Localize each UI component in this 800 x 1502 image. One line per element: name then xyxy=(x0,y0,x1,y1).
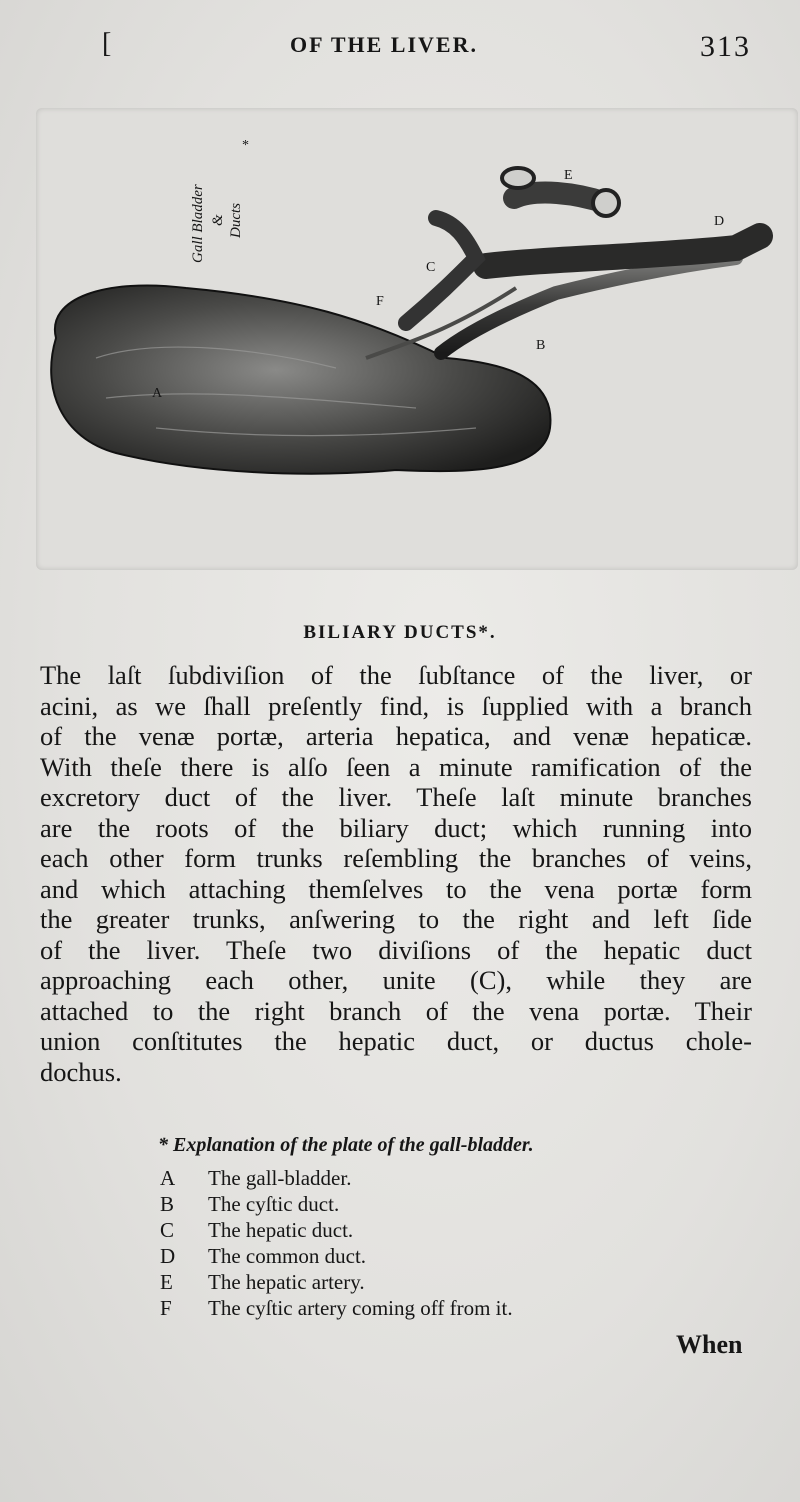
plate-letter-d: D xyxy=(714,214,725,229)
body-line: of the venæ portæ, arteria hepatica, and venæ hepaticæ. xyxy=(40,721,752,751)
legend-key: E xyxy=(160,1270,173,1294)
plate-label-ducts: Ducts xyxy=(228,203,244,238)
plate-letter-b: B xyxy=(536,338,546,353)
common-duct-shape xyxy=(486,236,760,266)
legend-key: C xyxy=(160,1218,175,1242)
plate-label-gall-bladder: Gall Bladder xyxy=(190,184,206,263)
legend-key: F xyxy=(160,1296,172,1320)
legend-text: The gall-bladder. xyxy=(208,1166,352,1190)
legend-text: The hepatic duct. xyxy=(208,1218,354,1242)
plate-letter-e: E xyxy=(564,168,573,183)
legend-text: The cyſtic artery coming off from it. xyxy=(208,1296,513,1320)
anatomical-plate xyxy=(36,108,798,570)
legend-key: A xyxy=(160,1166,176,1190)
running-title: OF THE LIVER. xyxy=(290,32,478,57)
body-line: and which attaching themſelves to the vena portæ form xyxy=(40,873,752,904)
body-line: acini, as we ſhall preſently find, is ſupplied with a branch xyxy=(40,690,752,721)
plate-asterisk: * xyxy=(242,138,249,153)
legend-key: B xyxy=(160,1192,175,1216)
page-number: 313 xyxy=(700,30,751,63)
legend-item xyxy=(160,1295,513,1321)
legend-item xyxy=(160,1217,513,1243)
legend-text: The common duct. xyxy=(208,1244,367,1268)
body-paragraph xyxy=(40,660,752,1087)
header-bracket: [ xyxy=(102,28,112,59)
plate-letter-a: A xyxy=(152,386,163,401)
body-line: excretory duct of the liver. Theſe laſt minute branches xyxy=(40,782,752,812)
plate-label-ampersand: & xyxy=(210,214,226,226)
legend-text: The hepatic artery. xyxy=(208,1270,365,1294)
legend-item xyxy=(160,1269,513,1295)
hepatic-duct-shape xyxy=(406,218,476,323)
plate-letter-c: C xyxy=(426,260,436,275)
gall-bladder-engraving xyxy=(36,108,798,570)
body-line: the greater trunks, anſwering to the right and left ſide xyxy=(40,904,752,934)
section-heading: BILIARY DUCTS*. xyxy=(303,622,497,643)
body-line: of the liver. Theſe two diviſions of the hepatic duct xyxy=(40,934,752,965)
legend-text: The cyſtic duct. xyxy=(208,1192,340,1216)
legend-key: D xyxy=(160,1244,176,1268)
footnote-title: * Explanation of the plate of the gall-bladder. xyxy=(158,1134,534,1156)
body-line: are the roots of the biliary duct; which running into xyxy=(40,812,752,843)
body-line: With theſe there is alſo ſeen a minute ramification of the xyxy=(40,751,752,782)
body-line: The laſt ſubdiviſion of the ſubſtance of the liver, or xyxy=(40,660,752,690)
legend-item xyxy=(160,1243,513,1269)
body-line: union conſtitutes the hepatic duct, or ductus chole- xyxy=(40,1026,752,1056)
legend-item xyxy=(160,1191,513,1217)
body-line: attached to the right branch of the vena portæ. Their xyxy=(40,995,752,1026)
body-line: each other form trunks reſembling the branches of veins, xyxy=(40,843,752,873)
plate-letter-f: F xyxy=(376,294,384,309)
legend-item xyxy=(160,1165,513,1191)
plate-legend xyxy=(160,1165,513,1321)
catchword: When xyxy=(676,1330,743,1359)
body-line: dochus. xyxy=(40,1056,122,1087)
body-line: approaching each other, unite (C), while they are xyxy=(40,965,752,995)
